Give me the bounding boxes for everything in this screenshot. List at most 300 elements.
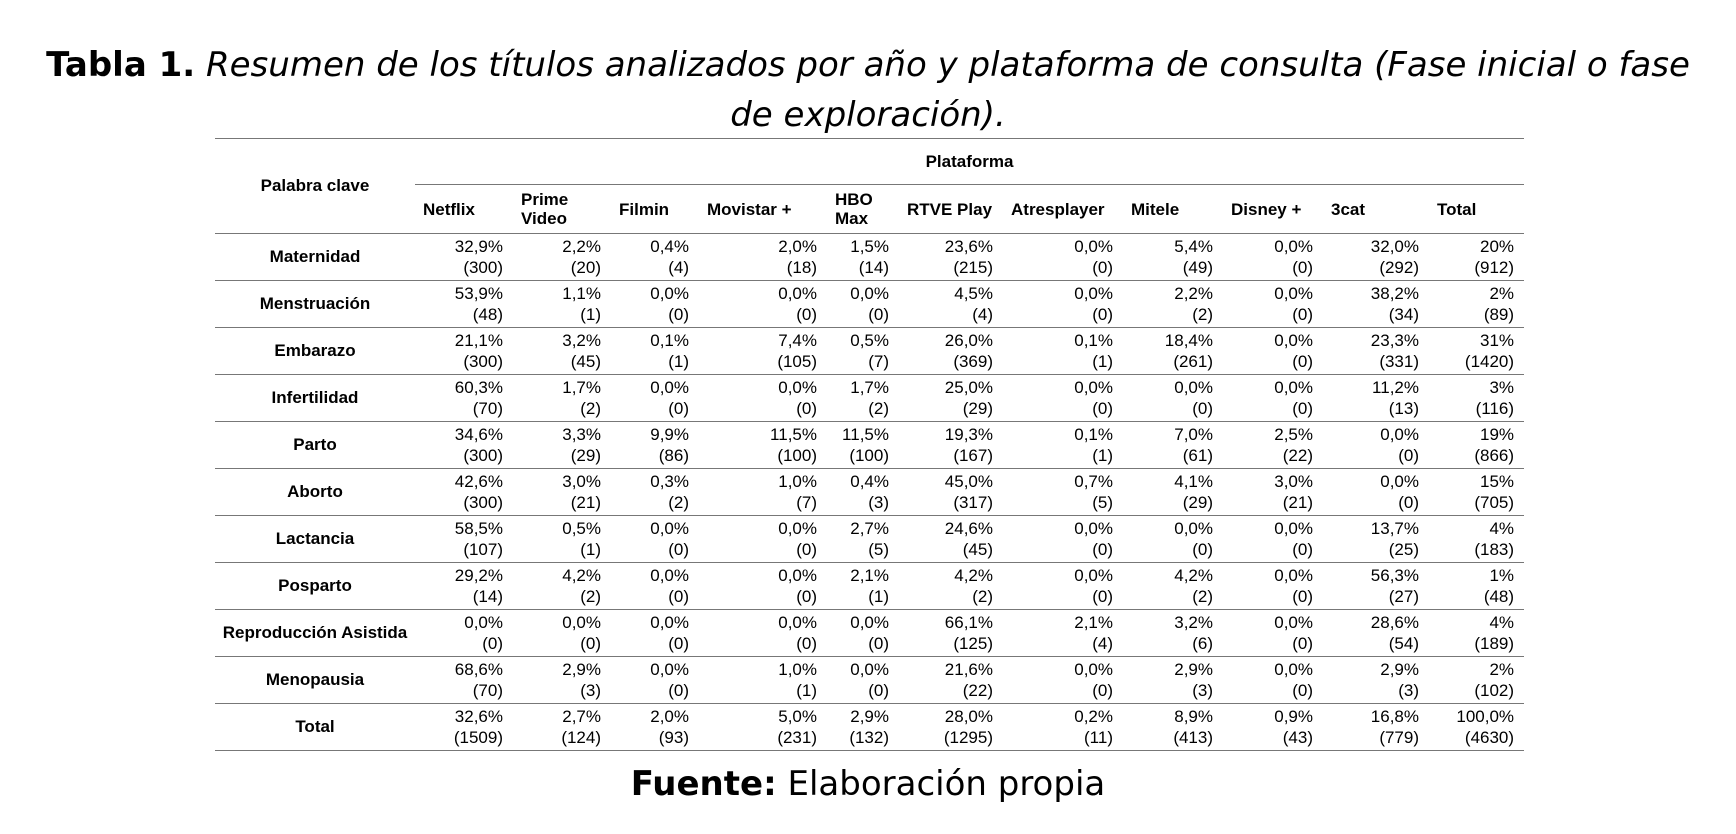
- cell-percentage: 29,2%: [454, 566, 503, 585]
- cell-percentage: 32,9%: [454, 237, 503, 256]
- row-label: Reproducción Asistida: [222, 623, 408, 642]
- cell-percentage: 0,0%: [1380, 472, 1419, 491]
- table-cell: [899, 469, 1003, 516]
- table-cell: [1003, 469, 1123, 516]
- cell-percentage: 38,2%: [1370, 284, 1419, 303]
- cell-percentage: 4%: [1489, 613, 1515, 632]
- cell-count: (0): [1292, 634, 1313, 653]
- table-cell: [1123, 657, 1223, 704]
- table-cell: [699, 469, 827, 516]
- cell-percentage: 42,6%: [454, 472, 503, 491]
- table-cell: [513, 469, 611, 516]
- caption-label: Tabla 1.: [46, 45, 196, 85]
- cell-percentage: 2,2%: [1174, 284, 1213, 303]
- row-label: Parto: [293, 435, 337, 454]
- cell-count: (2): [1192, 305, 1213, 324]
- table-row: [215, 610, 1524, 657]
- table-cell: [1223, 563, 1323, 610]
- cell-percentage: 2,7%: [562, 707, 601, 726]
- cell-percentage: 0,0%: [1274, 331, 1313, 350]
- table-cell: [699, 704, 827, 751]
- table-row: [215, 422, 1524, 469]
- row-label: Menstruación: [259, 294, 371, 313]
- table-cell: [1323, 375, 1429, 422]
- column-header: Atresplayer: [1003, 185, 1123, 234]
- table-cell: [827, 516, 899, 563]
- cell-percentage: 2,5%: [1274, 425, 1313, 444]
- table-cell: [1123, 563, 1223, 610]
- table-cell: [899, 563, 1003, 610]
- table-cell: [699, 328, 827, 375]
- table-cell: [1223, 422, 1323, 469]
- table-cell: [611, 328, 699, 375]
- cell-percentage: 2,1%: [850, 566, 889, 585]
- cell-percentage: 2,2%: [562, 237, 601, 256]
- table-cell: [899, 234, 1003, 281]
- table-cell: [699, 610, 827, 657]
- table-cell: [827, 328, 899, 375]
- table-cell: [611, 516, 699, 563]
- column-header: Mitele: [1123, 185, 1223, 234]
- cell-count: (0): [868, 305, 889, 324]
- cell-count: (125): [953, 634, 993, 653]
- table-cell: [899, 610, 1003, 657]
- table-cell: [415, 281, 513, 328]
- cell-percentage: 0,0%: [1380, 425, 1419, 444]
- cell-count: (4): [1092, 634, 1113, 653]
- cell-percentage: 0,0%: [1074, 378, 1113, 397]
- cell-count: (183): [1474, 540, 1515, 559]
- cell-count: (2): [972, 587, 993, 606]
- cell-percentage: 1%: [1489, 566, 1515, 585]
- table-cell: [1003, 375, 1123, 422]
- cell-percentage: 0,7%: [1074, 472, 1113, 491]
- table-cell: [611, 610, 699, 657]
- table-cell: [513, 375, 611, 422]
- cell-count: (1420): [1464, 352, 1515, 371]
- cell-count: (779): [1379, 728, 1419, 747]
- cell-count: (866): [1474, 446, 1515, 465]
- cell-count: (0): [668, 305, 689, 324]
- table-cell: [1003, 281, 1123, 328]
- cell-percentage: 2,7%: [850, 519, 889, 538]
- cell-percentage: 0,0%: [1074, 237, 1113, 256]
- cell-count: (300): [463, 258, 503, 277]
- cell-percentage: 0,0%: [650, 519, 689, 538]
- table-row: [215, 234, 1524, 281]
- cell-percentage: 4,2%: [954, 566, 993, 585]
- table-cell: [1003, 328, 1123, 375]
- table-cell: [827, 422, 899, 469]
- table-cell: [1003, 610, 1123, 657]
- table-cell: [415, 657, 513, 704]
- cell-count: (1): [580, 540, 601, 559]
- table-cell: [1123, 375, 1223, 422]
- table-cell: [1223, 281, 1323, 328]
- table-cell: [1223, 657, 1323, 704]
- cell-percentage: 53,9%: [454, 284, 503, 303]
- table-cell: [1123, 610, 1223, 657]
- cell-count: (14): [858, 258, 889, 277]
- cell-count: (93): [658, 728, 689, 747]
- cell-percentage: 16,8%: [1370, 707, 1419, 726]
- row-label: Lactancia: [275, 529, 355, 548]
- cell-percentage: 0,3%: [650, 472, 689, 491]
- cell-count: (105): [777, 352, 817, 371]
- cell-count: (2): [580, 587, 601, 606]
- cell-count: (167): [953, 446, 993, 465]
- table-cell: [611, 375, 699, 422]
- cell-percentage: 0,0%: [850, 284, 889, 303]
- cell-percentage: 7,4%: [778, 331, 817, 350]
- cell-percentage: 4,2%: [1174, 566, 1213, 585]
- table-cell: [611, 704, 699, 751]
- table-cell: [1323, 328, 1429, 375]
- cell-percentage: 28,6%: [1370, 613, 1419, 632]
- cell-percentage: 1,7%: [562, 378, 601, 397]
- cell-percentage: 0,0%: [1274, 566, 1313, 585]
- cell-count: (0): [1192, 399, 1213, 418]
- cell-count: (5): [1092, 493, 1113, 512]
- cell-count: (132): [849, 728, 889, 747]
- table-cell: [513, 281, 611, 328]
- table-cell: [1429, 563, 1524, 610]
- cell-percentage: 2,0%: [778, 237, 817, 256]
- cell-count: (7): [868, 352, 889, 371]
- table-cell: [1429, 281, 1524, 328]
- cell-percentage: 0,0%: [562, 613, 601, 632]
- cell-percentage: 0,0%: [1074, 284, 1113, 303]
- column-header: Total: [1429, 185, 1524, 234]
- table-cell: [699, 516, 827, 563]
- table-row: [215, 328, 1524, 375]
- table-row: [215, 704, 1524, 751]
- cell-percentage: 0,1%: [1074, 331, 1113, 350]
- data-table-container: [215, 138, 1524, 751]
- cell-count: (300): [463, 352, 503, 371]
- cell-percentage: 0,4%: [850, 472, 889, 491]
- row-label: Aborto: [287, 482, 343, 501]
- cell-percentage: 45,0%: [944, 472, 993, 491]
- table-cell: [1223, 516, 1323, 563]
- cell-percentage: 23,6%: [944, 237, 993, 256]
- cell-percentage: 0,0%: [778, 613, 817, 632]
- cell-percentage: 58,5%: [454, 519, 503, 538]
- source-text: Elaboración propia: [787, 764, 1106, 804]
- table-cell: [513, 516, 611, 563]
- cell-percentage: 0,0%: [1074, 566, 1113, 585]
- cell-count: (189): [1474, 634, 1515, 653]
- cell-percentage: 26,0%: [944, 331, 993, 350]
- cell-percentage: 15%: [1480, 472, 1515, 491]
- table-cell: [1003, 704, 1123, 751]
- table-cell: [1429, 234, 1524, 281]
- cell-percentage: 5,0%: [778, 707, 817, 726]
- cell-count: (29): [570, 446, 601, 465]
- row-label: Total: [295, 717, 335, 736]
- header-row-group: [215, 139, 1524, 185]
- cell-percentage: 56,3%: [1370, 566, 1419, 585]
- cell-count: (369): [953, 352, 993, 371]
- cell-count: (231): [777, 728, 817, 747]
- table-cell: [1429, 704, 1524, 751]
- table-row: [215, 281, 1524, 328]
- cell-count: (0): [482, 634, 503, 653]
- row-label: Embarazo: [274, 341, 356, 360]
- cell-percentage: 0,0%: [778, 519, 817, 538]
- row-label: Posparto: [278, 576, 352, 595]
- table-cell: [899, 328, 1003, 375]
- cell-percentage: 2%: [1489, 284, 1515, 303]
- column-header: RTVE Play: [899, 185, 1003, 234]
- cell-count: (5): [868, 540, 889, 559]
- cell-count: (0): [796, 305, 817, 324]
- cell-count: (43): [1282, 728, 1313, 747]
- cell-count: (29): [1182, 493, 1213, 512]
- cell-count: (21): [570, 493, 601, 512]
- cell-percentage: 0,1%: [650, 331, 689, 350]
- cell-count: (0): [868, 634, 889, 653]
- cell-count: (49): [1182, 258, 1213, 277]
- table-cell: [611, 469, 699, 516]
- table-cell: [611, 281, 699, 328]
- cell-count: (0): [1092, 399, 1113, 418]
- cell-count: (48): [472, 305, 503, 324]
- cell-count: (100): [777, 446, 817, 465]
- cell-count: (0): [580, 634, 601, 653]
- cell-count: (0): [1398, 493, 1419, 512]
- table-cell: [899, 375, 1003, 422]
- table-cell: [699, 234, 827, 281]
- cell-count: (22): [1282, 446, 1313, 465]
- table-cell: [827, 563, 899, 610]
- cell-percentage: 0,0%: [1174, 378, 1213, 397]
- cell-count: (300): [463, 446, 503, 465]
- table-cell: [415, 469, 513, 516]
- table-cell: [1003, 657, 1123, 704]
- cell-percentage: 1,7%: [850, 378, 889, 397]
- cell-percentage: 28,0%: [944, 707, 993, 726]
- table-cell: [827, 610, 899, 657]
- table-cell: [611, 563, 699, 610]
- table-cell: [1429, 422, 1524, 469]
- cell-percentage: 8,9%: [1174, 707, 1213, 726]
- cell-count: (21): [1282, 493, 1313, 512]
- source-note: [0, 760, 1736, 808]
- cell-percentage: 2,9%: [1174, 660, 1213, 679]
- cell-percentage: 2%: [1489, 660, 1515, 679]
- cell-count: (29): [962, 399, 993, 418]
- cell-percentage: 0,2%: [1074, 707, 1113, 726]
- cell-percentage: 0,0%: [1274, 613, 1313, 632]
- cell-count: (0): [1292, 352, 1313, 371]
- cell-percentage: 68,6%: [454, 660, 503, 679]
- table-cell: [513, 422, 611, 469]
- table-cell: [899, 657, 1003, 704]
- cell-count: (0): [1292, 587, 1313, 606]
- cell-count: (14): [472, 587, 503, 606]
- column-header: HBO Max: [827, 185, 899, 234]
- cell-count: (3): [1192, 681, 1213, 700]
- cell-count: (0): [668, 540, 689, 559]
- keyword-column-header: Palabra clave: [215, 139, 415, 234]
- cell-count: (1509): [453, 728, 503, 747]
- cell-count: (3): [1398, 681, 1419, 700]
- cell-percentage: 2,9%: [850, 707, 889, 726]
- cell-count: (261): [1173, 352, 1213, 371]
- table-cell: [1323, 281, 1429, 328]
- table-cell: [1123, 328, 1223, 375]
- cell-percentage: 0,0%: [1274, 284, 1313, 303]
- table-cell: [899, 516, 1003, 563]
- cell-count: (54): [1388, 634, 1419, 653]
- cell-count: (1): [580, 305, 601, 324]
- table-cell: [1223, 469, 1323, 516]
- cell-percentage: 21,6%: [944, 660, 993, 679]
- table-cell: [1429, 610, 1524, 657]
- table-cell: [1429, 657, 1524, 704]
- table-cell: [513, 610, 611, 657]
- cell-percentage: 66,1%: [944, 613, 993, 632]
- table-cell: [699, 281, 827, 328]
- cell-count: (0): [668, 587, 689, 606]
- cell-count: (2): [668, 493, 689, 512]
- table-cell: [415, 516, 513, 563]
- cell-percentage: 0,0%: [1174, 519, 1213, 538]
- table-cell: [827, 375, 899, 422]
- table-cell: [1123, 704, 1223, 751]
- cell-percentage: 2,0%: [650, 707, 689, 726]
- table-cell: [1323, 234, 1429, 281]
- row-label: Maternidad: [269, 247, 361, 266]
- cell-count: (413): [1173, 728, 1213, 747]
- row-label: Menopausia: [265, 670, 365, 689]
- cell-percentage: 3%: [1489, 378, 1515, 397]
- cell-count: (0): [1292, 258, 1313, 277]
- table-cell: [1003, 563, 1123, 610]
- table-row: [215, 657, 1524, 704]
- cell-count: (18): [786, 258, 817, 277]
- table-cell: [415, 234, 513, 281]
- cell-percentage: 32,6%: [454, 707, 503, 726]
- cell-percentage: 2,9%: [562, 660, 601, 679]
- cell-count: (0): [1398, 446, 1419, 465]
- cell-count: (13): [1388, 399, 1419, 418]
- cell-percentage: 0,4%: [650, 237, 689, 256]
- cell-count: (27): [1388, 587, 1419, 606]
- cell-count: (6): [1192, 634, 1213, 653]
- cell-count: (124): [561, 728, 601, 747]
- table-cell: [899, 281, 1003, 328]
- cell-percentage: 4,5%: [954, 284, 993, 303]
- cell-count: (3): [868, 493, 889, 512]
- cell-percentage: 3,3%: [562, 425, 601, 444]
- cell-count: (705): [1474, 493, 1515, 512]
- table-cell: [699, 563, 827, 610]
- cell-count: (0): [796, 540, 817, 559]
- table-cell: [1429, 328, 1524, 375]
- table-cell: [1323, 704, 1429, 751]
- table-cell: [611, 657, 699, 704]
- cell-percentage: 2,1%: [1074, 613, 1113, 632]
- cell-count: (1): [668, 352, 689, 371]
- cell-percentage: 0,0%: [650, 660, 689, 679]
- table-cell: [611, 422, 699, 469]
- cell-count: (0): [668, 399, 689, 418]
- cell-count: (0): [796, 587, 817, 606]
- cell-percentage: 60,3%: [454, 378, 503, 397]
- table-cell: [1223, 610, 1323, 657]
- cell-count: (0): [1092, 258, 1113, 277]
- cell-count: (20): [570, 258, 601, 277]
- cell-percentage: 0,0%: [778, 378, 817, 397]
- cell-count: (1): [796, 681, 817, 700]
- table-cell: [513, 563, 611, 610]
- cell-count: (102): [1474, 681, 1515, 700]
- column-header: Disney +: [1223, 185, 1323, 234]
- table-cell: [513, 704, 611, 751]
- cell-percentage: 21,1%: [454, 331, 503, 350]
- table-cell: [899, 422, 1003, 469]
- cell-percentage: 0,0%: [650, 284, 689, 303]
- cell-percentage: 19,3%: [944, 425, 993, 444]
- cell-percentage: 4,2%: [562, 566, 601, 585]
- cell-count: (0): [1192, 540, 1213, 559]
- table-cell: [1123, 281, 1223, 328]
- table-row: [215, 469, 1524, 516]
- cell-count: (1295): [943, 728, 993, 747]
- cell-percentage: 0,0%: [778, 284, 817, 303]
- cell-count: (45): [962, 540, 993, 559]
- cell-count: (2): [580, 399, 601, 418]
- table-cell: [899, 704, 1003, 751]
- cell-count: (4): [972, 305, 993, 324]
- cell-count: (331): [1379, 352, 1419, 371]
- table-cell: [415, 375, 513, 422]
- table-cell: [1223, 234, 1323, 281]
- cell-count: (1): [1092, 446, 1113, 465]
- table-cell: [1223, 704, 1323, 751]
- row-label: Infertilidad: [271, 388, 359, 407]
- cell-count: (0): [1292, 681, 1313, 700]
- cell-count: (100): [849, 446, 889, 465]
- data-table: [215, 138, 1524, 751]
- table-cell: [611, 234, 699, 281]
- cell-percentage: 1,0%: [778, 472, 817, 491]
- cell-percentage: 32,0%: [1370, 237, 1419, 256]
- cell-percentage: 0,0%: [1074, 519, 1113, 538]
- table-row: [215, 563, 1524, 610]
- table-cell: [415, 610, 513, 657]
- table-cell: [827, 657, 899, 704]
- cell-count: (11): [1084, 728, 1113, 747]
- cell-percentage: 18,4%: [1164, 331, 1213, 350]
- table-cell: [1223, 375, 1323, 422]
- cell-count: (22): [962, 681, 993, 700]
- cell-percentage: 4%: [1489, 519, 1515, 538]
- table-cell: [827, 704, 899, 751]
- cell-count: (215): [953, 258, 993, 277]
- table-cell: [1323, 422, 1429, 469]
- cell-count: (86): [658, 446, 689, 465]
- cell-count: (2): [868, 399, 889, 418]
- cell-count: (45): [570, 352, 601, 371]
- column-header: Filmin: [611, 185, 699, 234]
- cell-percentage: 31%: [1480, 331, 1515, 350]
- table-cell: [1223, 328, 1323, 375]
- cell-percentage: 1,5%: [850, 237, 889, 256]
- cell-count: (0): [668, 681, 689, 700]
